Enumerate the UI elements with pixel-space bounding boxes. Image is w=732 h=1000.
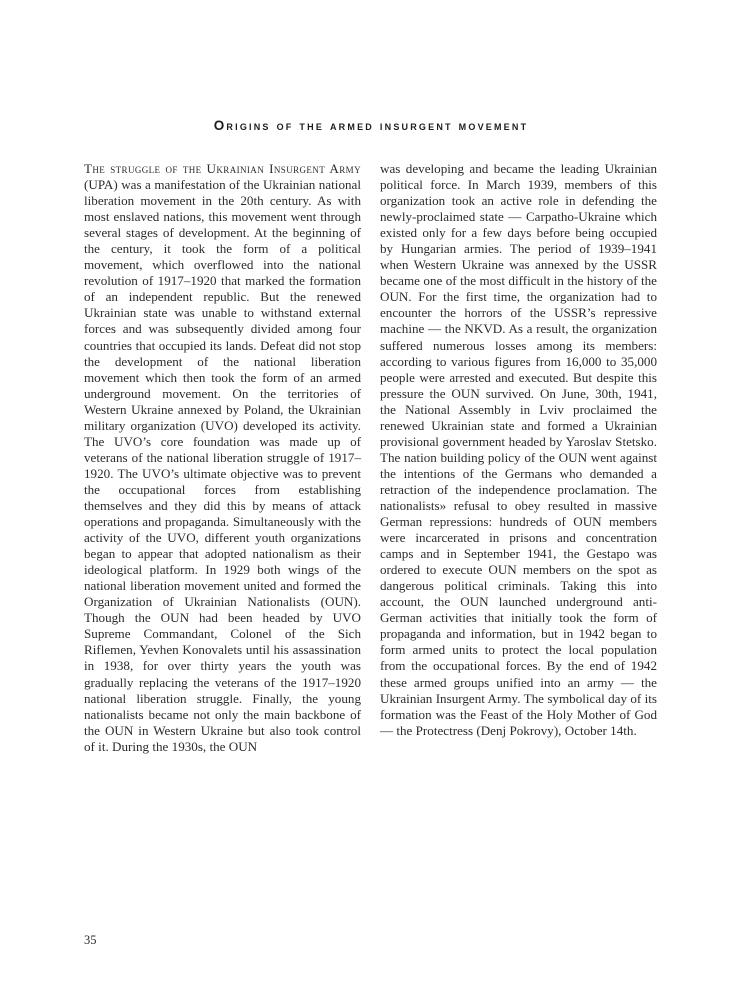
lead-phrase: The struggle of the Ukrainian Insurgent Army	[84, 161, 361, 176]
right-column-text: was developing and became the leading Ukrainian political force. In March 1939, members of this organization took an active role in defending the newly-proclaimed state — Carpatho-Ukraine which existed only for a few days before being occupied by Hungarian armies. The period of 1939–1941 when Western Ukraine was annexed by the USSR became one of the most difficult in the history of the OUN. For the first time, the organization had to encounter the horrors of the USSR’s repressive machine — the NKVD. As a result, the organization suffered numerous losses among its members: according to various figures from 16,000 to 35,000 people were arrested and executed. But despite this pressure the OUN survived. On June, 30th, 1941, the National Assembly in Lviv proclaimed the renewed Ukrainian state and formed a Ukrainian provisional government headed by Yaroslav Stetsko. The nation building policy of the OUN went against the intentions of the Germans who demanded a retraction of the independence proclamation. The nationalists» refusal to obey resulted in massive German repressions: hundreds of OUN members were incarcerated in prisons and concentration camps and in September 1941, the Gestapo was ordered to execute OUN members on the spot as dangerous political criminals. Taking this into account, the OUN launched underground anti-German activities that initially took the form of propaganda and information, but in 1942 began to form armed units to protect the local population from the occupational forces. By the end of 1942 these armed groups unified into an army — the Ukrainian Insurgent Army. The symbolical day of its formation was the Feast of the Holy Mother of God — the Protectress (Denj Pokrovy), October 14th.	[380, 161, 657, 738]
page-number: 35	[84, 933, 97, 947]
article-column-right	[380, 161, 657, 755]
page-title: Origins of the armed insurgent movement	[213, 118, 529, 133]
article-columns	[84, 161, 658, 755]
article-column-left	[84, 161, 361, 755]
left-column-text: (UPA) was a manifestation of the Ukrainian national liberation movement in the 20th century. As with most enslaved nations, this movement went through several stages of development. At the beginning of the century, it took the form of a political movement, which overflowed into the national revolution of 1917–1920 that marked the formation of an independent republic. But the renewed Ukrainian state was unable to withstand external forces and was subsequently divided among four countries that occupied its lands. Defeat did not stop the development of the national liberation movement which then took the form of an armed underground movement. On the territories of Western Ukraine annexed by Poland, the Ukrainian military organization (UVO) developed its activity. The UVO’s core foundation was made up of veterans of the national liberation struggle of 1917–1920. The UVO’s ultimate objective was to prevent the occupational forces from establishing themselves and they did this by means of attack operations and propaganda. Simultaneously with the activity of the UVO, different youth organizations began to appear that adopted nationalism as their ideological platform. In 1929 both wings of the national liberation movement united and formed the Organization of Ukrainian Nationalists (OUN). Though the OUN had been headed by UVO Supreme Commandant, Colonel of the Sich Riflemen, Yevhen Konovalets until his assassination in 1938, for over thirty years the youth was gradually replacing the veterans of the 1917–1920 national liberation struggle. Finally, the young nationalists became not only the main backbone of the OUN in Western Ukraine but also took control of it. During the 1930s, the OUN	[84, 177, 361, 754]
left-column-paragraph	[84, 161, 361, 755]
